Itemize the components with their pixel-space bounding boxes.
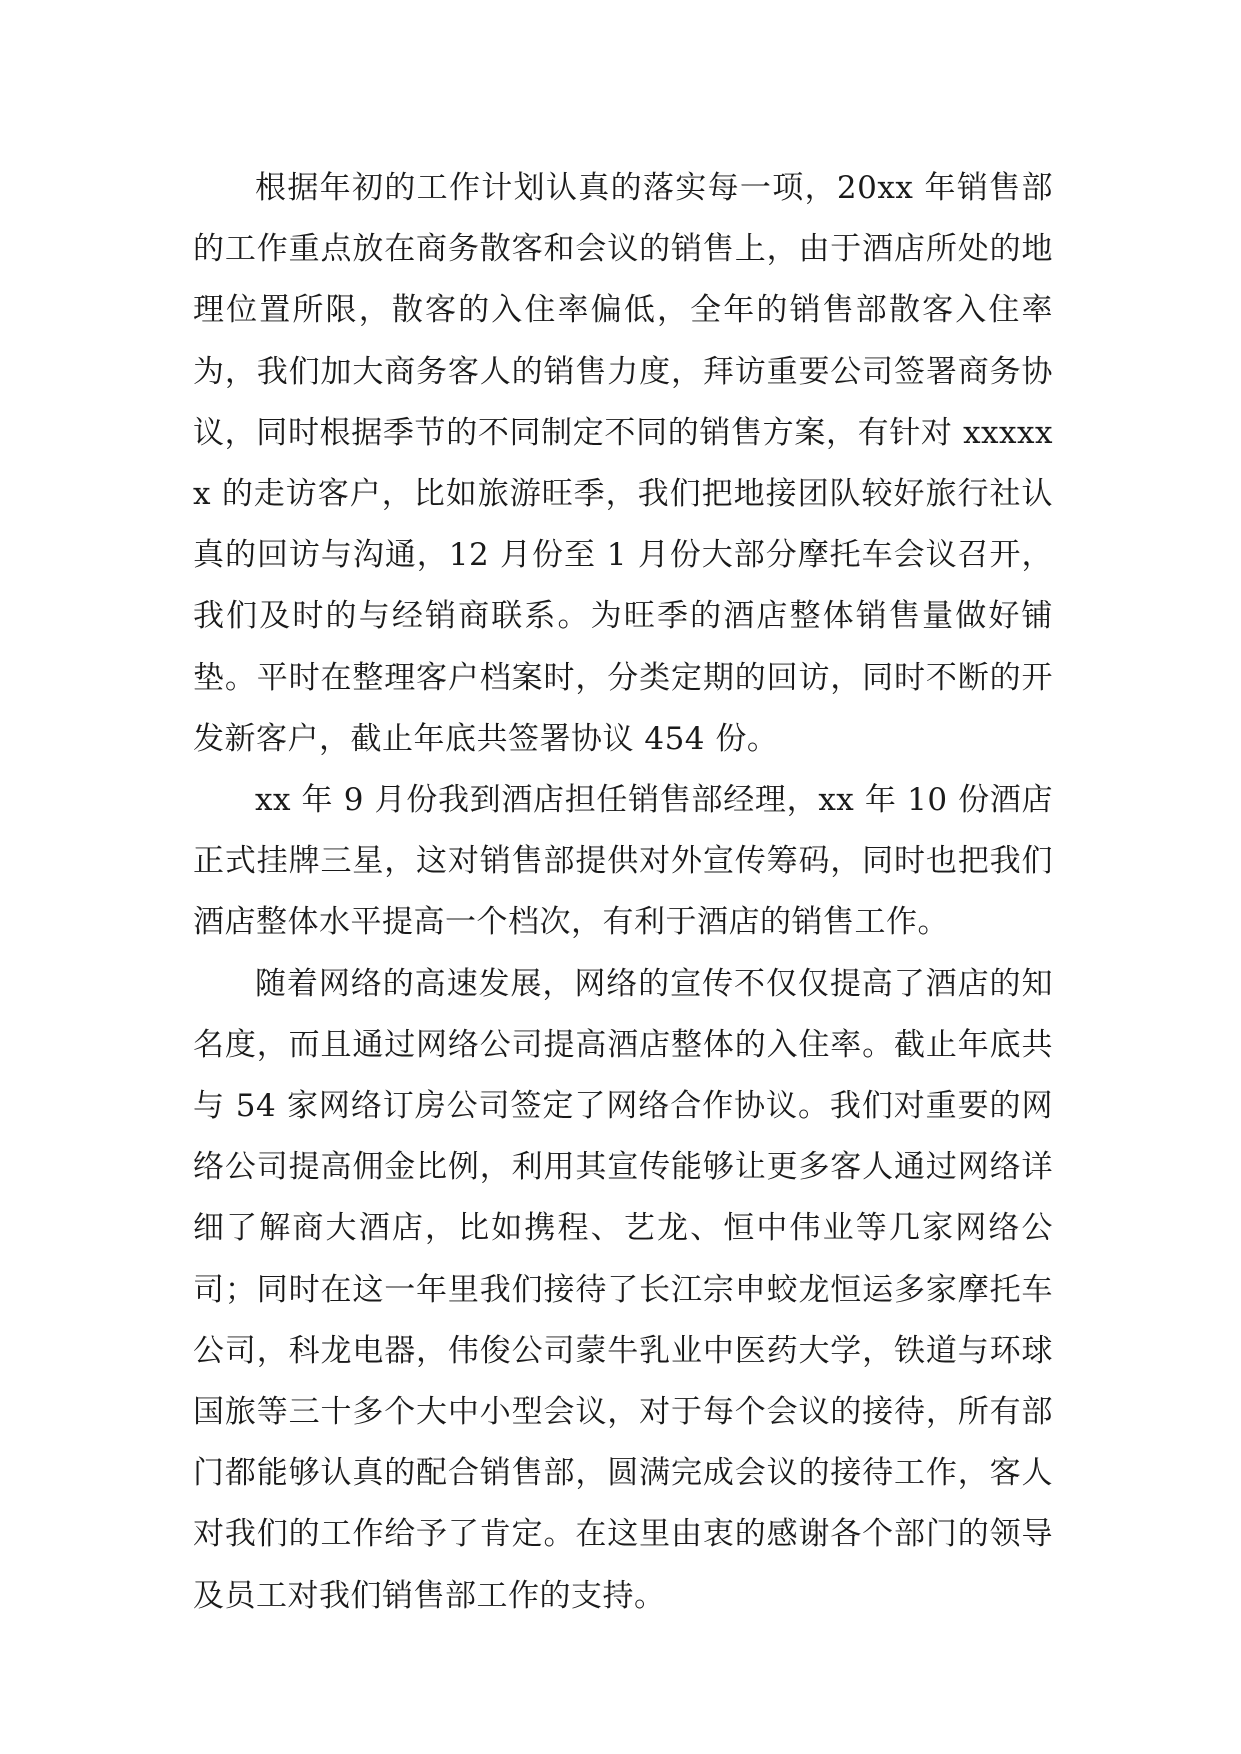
- document-body: [193, 158, 1053, 1627]
- paragraph-manager-appointment: xx 年 9 月份我到酒店担任销售部经理，xx 年 10 份酒店正式挂牌三星，这对销售部提供对外宣传筹码，同时也把我们酒店整体水平提高一个档次，有利于酒店的销售工作。: [193, 782, 1053, 941]
- paragraph-network-promotion: 随着网络的高速发展，网络的宣传不仅仅提高了酒店的知名度，而且通过网络公司提高酒店整体的入住率。截止年底共与 54 家网络订房公司签定了网络合作协议。我们对重要的网络公司提高佣金比例，利用其宣传能够让更多客人通过网络详细了解商大酒店，比如携程、艺龙、恒中伟业等几家网络公司；同时在这一年里我们接待了长江宗申蛟龙恒运多家摩托车公司，科龙电器，伟俊公司蒙牛乳业中医药大学，铁道与环球国旅等三十多个大中小型会议，对于每个会议的接待，所有部门都能够认真的配合销售部，圆满完成会议的接待工作，客人对我们的工作给予了肯定。在这里由衷的感谢各个部门的领导及员工对我们销售部工作的支持。: [193, 965, 1053, 1614]
- paragraph-sales-plan: 根据年初的工作计划认真的落实每一项，20xx 年销售部的工作重点放在商务散客和会议的销售上，由于酒店所处的地理位置所限，散客的入住率偏低，全年的销售部散客入住率为，我们加大商务客人的销售力度，拜访重要公司签署商务协议，同时根据季节的不同制定不同的销售方案，有针对 xxxxxx 的走访客户，比如旅游旺季，我们把地接团队较好旅行社认真的回访与沟通，12 月份至 1 月份大部分摩托车会议召开，我们及时的与经销商联系。为旺季的酒店整体销售量做好铺垫。平时在整理客户档案时，分类定期的回访，同时不断的开发新客户，截止年底共签署协议 454 份。: [193, 170, 1053, 757]
